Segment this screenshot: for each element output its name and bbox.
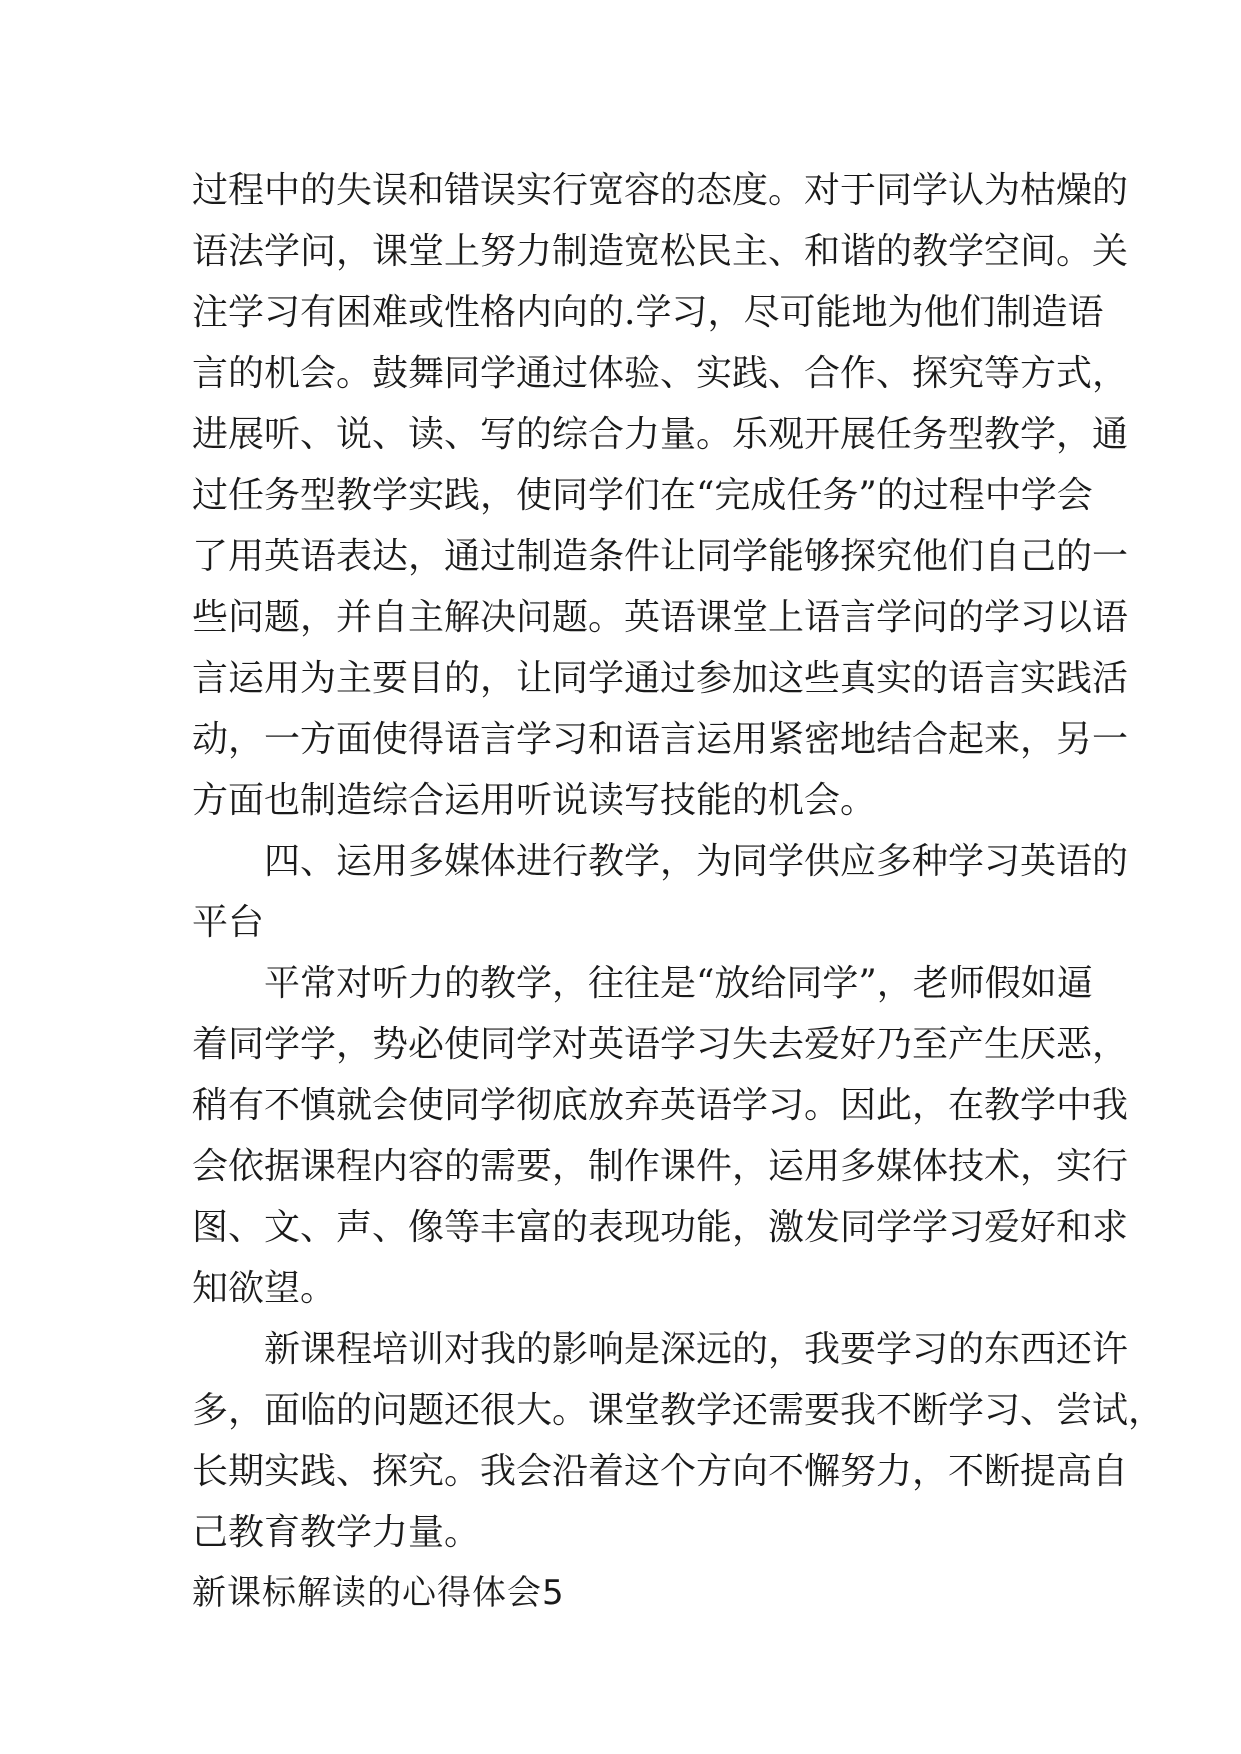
body-text (192, 160, 1165, 1624)
text-line: 过程中的失误和错误实行宽容的态度。对于同学认为枯燥的 (192, 170, 1129, 211)
text-line: 过任务型教学实践，使同学们在“完成任务”的过程中学会 (192, 475, 1093, 516)
text-line: 进展听、说、读、写的综合力量。乐观开展任务型教学，通 (192, 414, 1129, 455)
text-line: 长期实践、探究。我会沿着这个方向不懈努力，不断提高自 (192, 1451, 1129, 1492)
article-title: 新课标解读的心得体会5 (192, 1573, 565, 1613)
text-line: 些问题，并自主解决问题。英语课堂上语言学问的学习以语 (192, 597, 1129, 638)
text-line: 语法学问，课堂上努力制造宽松民主、和谐的教学空间。关 (192, 231, 1129, 272)
text-line: 言运用为主要目的，让同学通过参加这些真实的语言实践活 (192, 658, 1129, 699)
text-line: 了用英语表达，通过制造条件让同学能够探究他们自己的一 (192, 536, 1129, 577)
text-line: 注学习有困难或性格内向的.学习，尽可能地为他们制造语 (192, 292, 1104, 333)
text-line: 稍有不慎就会使同学彻底放弃英语学习。因此，在教学中我 (192, 1085, 1129, 1126)
text-line: 会依据课程内容的需要，制作课件，运用多媒体技术，实行 (192, 1146, 1129, 1187)
text-line: 动，一方面使得语言学习和语言运用紧密地结合起来，另一 (192, 719, 1129, 760)
text-line: 方面也制造综合运用听说读写技能的机会。 (192, 780, 877, 821)
text-line: 知欲望。 (192, 1268, 337, 1309)
section-heading: 四、运用多媒体进行教学，为同学供应多种学习英语的 (264, 841, 1129, 882)
paragraph-start: 平常对听力的教学，往往是“放给同学”，老师假如逼 (264, 963, 1093, 1004)
paragraph-start: 新课程培训对我的影响是深远的，我要学习的东西还许 (264, 1329, 1129, 1370)
text-line: 言的机会。鼓舞同学通过体验、实践、合作、探究等方式， (192, 353, 1129, 394)
text-line: 图、文、声、像等丰富的表现功能，激发同学学习爱好和求 (192, 1207, 1129, 1248)
text-line: 着同学学，势必使同学对英语学习失去爱好乃至产生厌恶， (192, 1024, 1129, 1065)
text-line: 多，面临的问题还很大。课堂教学还需要我不断学习、尝试， (192, 1390, 1165, 1431)
section-heading-continued: 平台 (192, 902, 265, 943)
text-line: 己教育教学力量。 (192, 1512, 481, 1553)
